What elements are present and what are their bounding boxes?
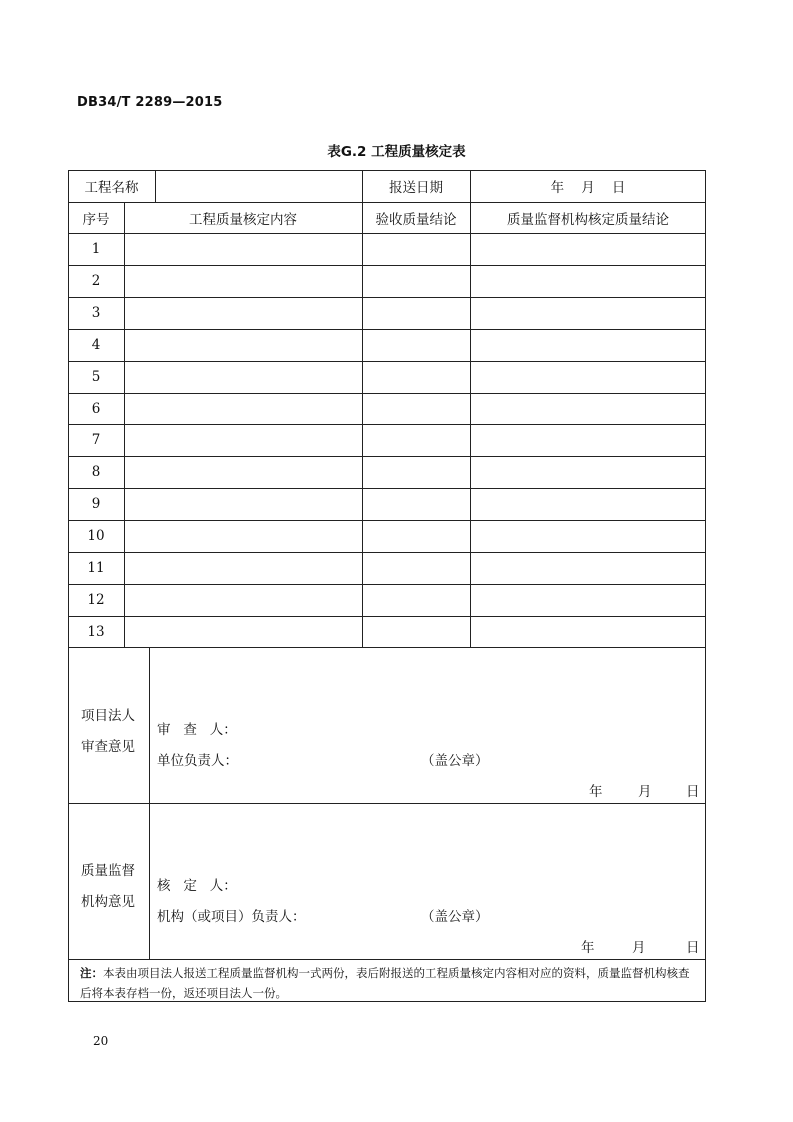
rule	[68, 329, 706, 330]
date-month: 月	[638, 784, 652, 800]
note-prefix: 注：	[80, 966, 103, 980]
supervision-label-line2: 机构意见	[81, 894, 135, 910]
date-month: 月	[632, 940, 646, 956]
org-head-field[interactable]: 机构（或项目）负责人：	[157, 909, 306, 925]
row-number: 2	[91, 273, 101, 289]
reviewer-field[interactable]: 审 查 人：	[157, 722, 237, 738]
row-number: 12	[87, 592, 105, 608]
rule	[68, 552, 706, 553]
rule	[68, 265, 706, 266]
col-header-content: 工程质量核定内容	[189, 211, 297, 228]
unit-head-field[interactable]: 单位负责人：	[157, 753, 238, 769]
legal-person-label-line1: 项目法人	[81, 708, 135, 724]
date-year: 年	[589, 784, 603, 800]
row-number: 11	[87, 560, 105, 576]
standard-code: DB34/T 2289—2015	[77, 95, 223, 110]
rule	[68, 233, 706, 234]
row-number: 3	[91, 305, 101, 321]
rule	[68, 584, 706, 585]
rule	[68, 488, 706, 489]
table-note	[80, 963, 700, 1003]
row-number: 6	[91, 400, 101, 417]
col-header-acceptance: 验收质量结论	[375, 211, 457, 228]
legal-person-label-line2: 审查意见	[81, 739, 135, 755]
project-name-field[interactable]	[156, 170, 362, 202]
row-number: 4	[91, 337, 101, 353]
row-number: 7	[91, 432, 101, 448]
supervision-label-line1: 质量监督	[81, 863, 135, 879]
rule	[68, 616, 706, 617]
seal-placeholder: （盖公章）	[421, 909, 489, 925]
rule	[149, 647, 150, 959]
row-number: 13	[87, 623, 105, 640]
date-year: 年	[581, 940, 595, 956]
date-day: 日	[686, 784, 700, 800]
row-number: 1	[91, 241, 101, 257]
row-number: 5	[91, 369, 101, 385]
rule	[68, 647, 706, 648]
seal-placeholder: （盖公章）	[421, 753, 489, 769]
rule	[68, 393, 706, 394]
verifier-field[interactable]: 核 定 人：	[157, 878, 237, 894]
rule	[68, 520, 706, 521]
report-date-label: 报送日期	[389, 180, 443, 196]
note-text: 本表由项目法人报送工程质量监督机构一式两份，表后附报送的工程质量核定内容相对应的资料，质量监督机构核查后将本表存档一份，返还项目法人一份。	[80, 966, 690, 1000]
rule	[68, 803, 706, 804]
row-number: 8	[91, 464, 101, 480]
rule	[124, 202, 125, 647]
report-date-field[interactable]: 年 月 日	[550, 180, 626, 196]
rule	[68, 361, 706, 362]
rule	[470, 170, 471, 647]
row-number: 9	[91, 496, 101, 512]
col-header-supervision: 质量监督机构核定质量结论	[507, 211, 669, 228]
rule	[362, 170, 363, 647]
rule	[68, 297, 706, 298]
rule	[68, 456, 706, 457]
row-number: 10	[87, 528, 105, 544]
project-name-label: 工程名称	[84, 180, 139, 196]
date-day: 日	[686, 940, 700, 956]
table-title: 表G.2 工程质量核定表	[327, 144, 466, 160]
rule	[68, 424, 706, 425]
page-number: 20	[93, 1034, 109, 1048]
rule	[68, 959, 706, 960]
col-header-seq: 序号	[82, 211, 110, 228]
